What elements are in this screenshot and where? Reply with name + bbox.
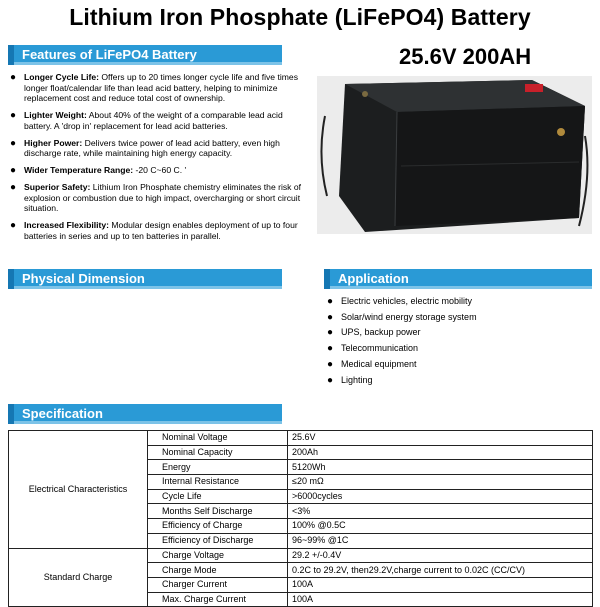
feature-item: [8, 220, 308, 241]
spec-value: 100% @0.5C: [288, 519, 593, 534]
spec-value: 0.2C to 29.2V, then29.2V,charge current to 0.02C (CC/CV): [288, 563, 593, 578]
spec-value: 29.2 +/-0.4V: [288, 548, 593, 563]
feature-item: [8, 110, 308, 131]
spec-group-label: Standard Charge: [9, 548, 148, 607]
page-subtitle: 25.6V 200AH: [399, 44, 532, 69]
bullet-icon: ●: [327, 358, 334, 370]
feature-title: Wider Temperature Range:: [24, 165, 134, 175]
spec-row: [9, 548, 593, 563]
spec-label: Efficiency of Discharge: [148, 533, 288, 548]
feature-text: Modular design enables deployment of up to four batteries in series and up to ten batteries in parallel.: [24, 220, 298, 241]
spec-value: <3%: [288, 504, 593, 519]
application-label: UPS, backup power: [341, 327, 421, 338]
application-item: [325, 341, 477, 357]
application-item: [325, 357, 477, 373]
application-item: [325, 310, 477, 326]
spec-label: Charge Mode: [148, 563, 288, 578]
spec-value: 5120Wh: [288, 460, 593, 475]
battery-photo: [317, 76, 592, 234]
application-heading: Application: [324, 269, 592, 289]
bullet-icon: ●: [327, 296, 334, 307]
spec-value: 25.6V: [288, 431, 593, 446]
spec-label: Internal Resistance: [148, 475, 288, 490]
spec-label: Max. Charge Current: [148, 592, 288, 607]
bullet-icon: ●: [10, 165, 17, 176]
bullet-icon: ●: [10, 182, 17, 193]
spec-value: 100A: [288, 592, 593, 607]
physical-dimension-heading: Physical Dimension: [8, 269, 282, 289]
spec-label: Months Self Discharge: [148, 504, 288, 519]
features-heading: Features of LiFePO4 Battery: [8, 45, 282, 65]
bullet-icon: ●: [327, 374, 334, 386]
feature-title: Increased Flexibility:: [24, 220, 110, 230]
feature-text: -20 C~60 C. ': [133, 165, 187, 175]
feature-text: Delivers twice power of lead acid battery, even high discharge rate, while maintaining high energy capacity.: [24, 137, 280, 158]
feature-item: [8, 182, 308, 214]
battery-image: [317, 76, 592, 234]
application-label: Solar/wind energy storage system: [341, 311, 477, 322]
spec-value: >6000cycles: [288, 489, 593, 504]
spec-label: Cycle Life: [148, 489, 288, 504]
specification-heading: Specification: [8, 404, 282, 424]
application-item: [325, 373, 477, 389]
spec-value: 200Ah: [288, 445, 593, 460]
feature-item: [8, 72, 308, 104]
spec-group-label: Electrical Characteristics: [9, 431, 148, 549]
feature-title: Higher Power:: [24, 137, 83, 148]
application-item: [325, 325, 477, 341]
bullet-icon: ●: [10, 220, 17, 231]
feature-title: Superior Safety:: [24, 182, 91, 192]
application-label: Lighting: [341, 374, 373, 385]
spec-label: Charge Voltage: [148, 548, 288, 563]
bullet-icon: ●: [327, 327, 334, 339]
feature-title: Lighter Weight:: [24, 110, 87, 120]
spec-value: 100A: [288, 577, 593, 592]
spec-label: Nominal Voltage: [148, 431, 288, 446]
application-list: [325, 294, 477, 388]
bullet-icon: ●: [10, 72, 17, 83]
feature-text: Offers up to 20 times longer cycle life and five times longer float/calendar life than lead acid battery, helping to minimize replacement cost and reduce total cost of ownership.: [24, 72, 298, 103]
spec-value: 96~99% @1C: [288, 533, 593, 548]
application-label: Telecommunication: [341, 343, 419, 354]
application-item: [325, 294, 477, 310]
bullet-icon: ●: [327, 311, 334, 323]
spec-label: Nominal Capacity: [148, 445, 288, 460]
bullet-icon: ●: [327, 343, 334, 355]
feature-text: About 40% of the weight of a comparable lead acid battery. A 'drop in' replacement for lead acid batteries.: [24, 110, 283, 131]
application-label: Medical equipment: [341, 358, 417, 369]
page-title: Lithium Iron Phosphate (LiFePO4) Battery: [69, 4, 531, 30]
feature-text: Lithium Iron Phosphate chemistry eliminates the risk of explosion or combustion due to high impact, overcharging or short circuit situation.: [24, 182, 302, 213]
spec-value: ≤20 mΩ: [288, 475, 593, 490]
bullet-icon: ●: [10, 137, 17, 149]
application-label: Electric vehicles, electric mobility: [341, 296, 473, 306]
feature-item: [8, 138, 308, 159]
feature-title: Longer Cycle Life:: [24, 72, 99, 82]
bullet-icon: ●: [10, 110, 17, 121]
spec-row: [9, 431, 593, 446]
spec-label: Energy: [148, 460, 288, 475]
feature-item: [8, 165, 308, 176]
features-list: [8, 72, 308, 248]
spec-label: Charger Current: [148, 577, 288, 592]
spec-label: Efficiency of Charge: [148, 519, 288, 534]
specification-table: [8, 430, 593, 607]
